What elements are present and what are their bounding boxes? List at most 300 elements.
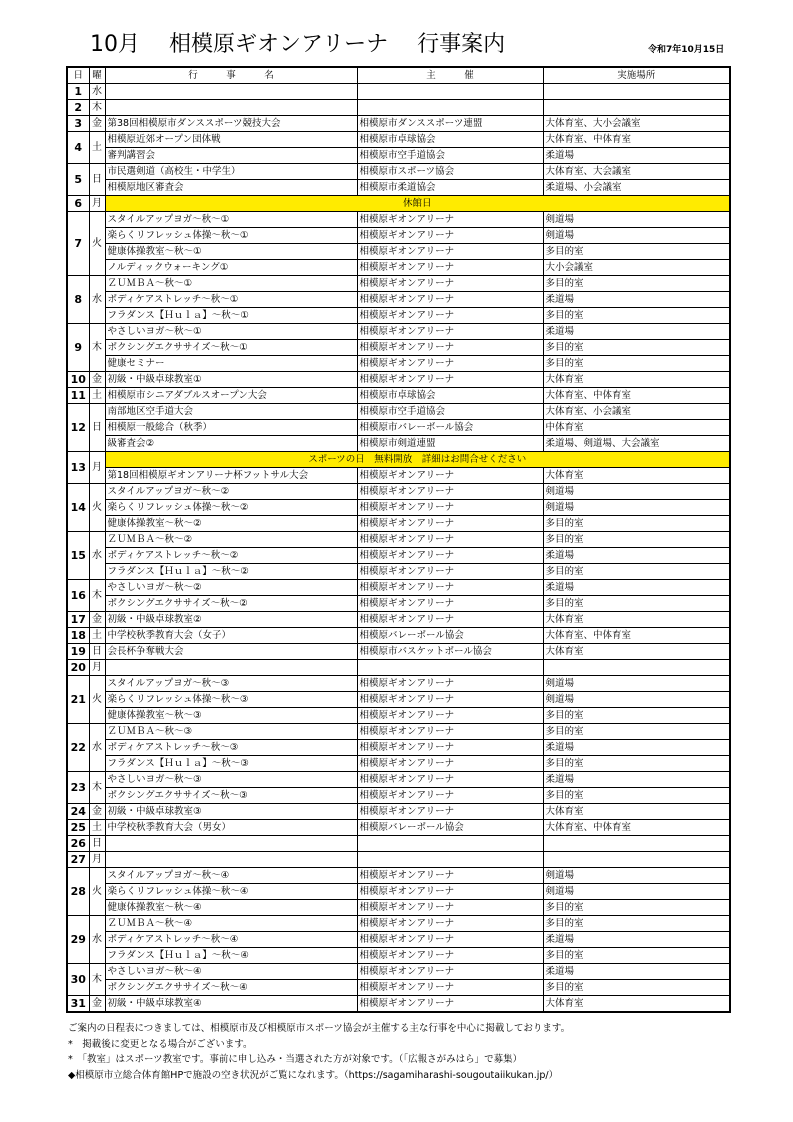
event-cell: 初級・中級卓球教室② <box>105 612 357 628</box>
venue-cell: 多目的室 <box>543 596 730 612</box>
weekday-cell: 日 <box>89 836 105 852</box>
table-row <box>67 740 730 756</box>
day-cell: 1 <box>67 84 89 100</box>
day-cell: 11 <box>67 388 89 404</box>
table-row <box>67 804 730 820</box>
event-cell: やさしいヨガ～秋～② <box>105 580 357 596</box>
venue-cell: 多目的室 <box>543 244 730 260</box>
organizer-cell: 相模原市柔道協会 <box>357 180 543 196</box>
table-row <box>67 980 730 996</box>
day-cell: 27 <box>67 852 89 868</box>
weekday-cell: 水 <box>89 84 105 100</box>
table-row <box>67 692 730 708</box>
event-cell: ボクシングエクササイズ～秋～① <box>105 340 357 356</box>
organizer-cell <box>357 84 543 100</box>
table-row <box>67 100 730 116</box>
venue-cell: 多目的室 <box>543 516 730 532</box>
schedule-table <box>66 66 731 1013</box>
organizer-cell <box>357 100 543 116</box>
table-row <box>67 276 730 292</box>
organizer-cell: 相模原ギオンアリーナ <box>357 292 543 308</box>
weekday-cell: 金 <box>89 804 105 820</box>
venue-cell: 大体育室、中体育室 <box>543 820 730 836</box>
venue-cell: 大体育室 <box>543 644 730 660</box>
organizer-cell: 相模原市バレーボール協会 <box>357 420 543 436</box>
organizer-cell: 相模原ギオンアリーナ <box>357 596 543 612</box>
venue-cell: 柔道場、小会議室 <box>543 180 730 196</box>
organizer-cell: 相模原市空手道協会 <box>357 148 543 164</box>
day-cell: 2 <box>67 100 89 116</box>
organizer-cell: 相模原バレーボール協会 <box>357 820 543 836</box>
day-cell: 20 <box>67 660 89 676</box>
organizer-cell: 相模原ギオンアリーナ <box>357 804 543 820</box>
organizer-cell: 相模原ギオンアリーナ <box>357 548 543 564</box>
day-cell: 17 <box>67 612 89 628</box>
organizer-cell: 相模原ギオンアリーナ <box>357 260 543 276</box>
event-cell: 第18回相模原ギオンアリーナ杯フットサル大会 <box>105 468 357 484</box>
event-cell: ボクシングエクササイズ～秋～④ <box>105 980 357 996</box>
venue-cell <box>543 852 730 868</box>
organizer-cell: 相模原ギオンアリーナ <box>357 676 543 692</box>
event-cell: 相模原市シニアダブルスオープン大会 <box>105 388 357 404</box>
table-row <box>67 548 730 564</box>
event-cell <box>105 852 357 868</box>
table-row <box>67 580 730 596</box>
table-row <box>67 340 730 356</box>
table-row <box>67 372 730 388</box>
event-cell: 相模原地区審査会 <box>105 180 357 196</box>
venue-cell: 多目的室 <box>543 980 730 996</box>
day-cell: 4 <box>67 132 89 164</box>
organizer-cell: 相模原ギオンアリーナ <box>357 580 543 596</box>
event-cell: 健康セミナー <box>105 356 357 372</box>
venue-cell: 多目的室 <box>543 724 730 740</box>
organizer-cell: 相模原ギオンアリーナ <box>357 884 543 900</box>
weekday-cell: 金 <box>89 116 105 132</box>
table-row <box>67 836 730 852</box>
title-month: 10月 <box>90 32 140 57</box>
event-cell <box>105 660 357 676</box>
weekday-cell: 木 <box>89 324 105 372</box>
table-row <box>67 420 730 436</box>
notice-cell: スポーツの日 無料開放 詳細はお問合せください <box>105 452 730 468</box>
weekday-cell: 日 <box>89 164 105 196</box>
event-cell: やさしいヨガ～秋～③ <box>105 772 357 788</box>
weekday-cell: 水 <box>89 276 105 324</box>
table-row <box>67 868 730 884</box>
venue-cell: 剣道場 <box>543 884 730 900</box>
venue-cell: 多目的室 <box>543 708 730 724</box>
venue-cell <box>543 100 730 116</box>
event-cell: スタイルアップヨガ～秋～④ <box>105 868 357 884</box>
venue-cell: 柔道場 <box>543 740 730 756</box>
day-cell: 9 <box>67 324 89 372</box>
weekday-cell: 木 <box>89 772 105 804</box>
note-line: * 掲載後に変更となる場合がございます。 <box>68 1038 253 1050</box>
table-row <box>67 404 730 420</box>
organizer-cell: 相模原ギオンアリーナ <box>357 900 543 916</box>
weekday-cell: 火 <box>89 868 105 916</box>
organizer-cell: 相模原ギオンアリーナ <box>357 308 543 324</box>
table-row <box>67 164 730 180</box>
event-cell: ボディケアストレッチ～秋～③ <box>105 740 357 756</box>
table-row <box>67 820 730 836</box>
event-cell: ボディケアストレッチ～秋～② <box>105 548 357 564</box>
organizer-cell: 相模原ギオンアリーナ <box>357 612 543 628</box>
venue-cell: 柔道場 <box>543 324 730 340</box>
day-cell: 26 <box>67 836 89 852</box>
table-row <box>67 676 730 692</box>
weekday-cell: 水 <box>89 532 105 580</box>
table-row <box>67 708 730 724</box>
weekday-cell: 金 <box>89 372 105 388</box>
weekday-cell: 金 <box>89 612 105 628</box>
organizer-cell: 相模原ギオンアリーナ <box>357 212 543 228</box>
day-cell: 12 <box>67 404 89 452</box>
event-cell: フラダンス【Ｈｕｌａ】～秋～④ <box>105 948 357 964</box>
venue-cell: 大小会議室 <box>543 260 730 276</box>
organizer-cell: 相模原ギオンアリーナ <box>357 996 543 1013</box>
venue-cell: 大体育室 <box>543 468 730 484</box>
event-cell: 初級・中級卓球教室③ <box>105 804 357 820</box>
event-cell: 相模原近郊オープン団体戦 <box>105 132 357 148</box>
event-cell: 初級・中級卓球教室④ <box>105 996 357 1013</box>
organizer-cell: 相模原ギオンアリーナ <box>357 740 543 756</box>
table-row <box>67 884 730 900</box>
event-cell: 楽らくリフレッシュ体操～秋～④ <box>105 884 357 900</box>
title-label: 行事案内 <box>417 32 506 57</box>
venue-cell: 多目的室 <box>543 900 730 916</box>
table-row <box>67 484 730 500</box>
table-row <box>67 228 730 244</box>
venue-cell: 多目的室 <box>543 756 730 772</box>
venue-cell: 剣道場 <box>543 212 730 228</box>
table-row <box>67 148 730 164</box>
table-row <box>67 644 730 660</box>
day-cell: 10 <box>67 372 89 388</box>
organizer-cell: 相模原ギオンアリーナ <box>357 356 543 372</box>
event-cell <box>105 836 357 852</box>
weekday-cell: 水 <box>89 916 105 964</box>
table-row <box>67 596 730 612</box>
organizer-cell: 相模原ギオンアリーナ <box>357 964 543 980</box>
table-row <box>67 660 730 676</box>
note-line: ご案内の日程表につきましては、相模原市及び相模原市スポーツ協会が主催する主な行事を中心に掲載しております。 <box>68 1023 571 1034</box>
organizer-cell: 相模原ギオンアリーナ <box>357 516 543 532</box>
day-cell: 3 <box>67 116 89 132</box>
header-day: 日 <box>67 67 89 84</box>
schedule-body <box>67 84 730 1013</box>
page-title <box>90 30 527 60</box>
venue-cell: 柔道場 <box>543 964 730 980</box>
note-line: ◆相模原市立総合体育館HPで施設の空き状況がご覧になれます。（https://sagamiharashi-sougoutaiikukan.jp/） <box>68 1069 559 1081</box>
table-row <box>67 772 730 788</box>
table-row <box>67 292 730 308</box>
organizer-cell: 相模原ギオンアリーナ <box>357 948 543 964</box>
venue-cell: 中体育室 <box>543 420 730 436</box>
day-cell: 16 <box>67 580 89 612</box>
table-row <box>67 612 730 628</box>
event-cell: 楽らくリフレッシュ体操～秋～③ <box>105 692 357 708</box>
event-cell: スタイルアップヨガ～秋～③ <box>105 676 357 692</box>
table-row <box>67 388 730 404</box>
event-cell: 市民選剣道（高校生・中学生） <box>105 164 357 180</box>
organizer-cell: 相模原ギオンアリーナ <box>357 276 543 292</box>
venue-cell <box>543 836 730 852</box>
event-cell: 楽らくリフレッシュ体操～秋～② <box>105 500 357 516</box>
header-organizer: 主 催 <box>357 67 543 84</box>
table-row <box>67 180 730 196</box>
day-cell: 22 <box>67 724 89 772</box>
weekday-cell: 月 <box>89 852 105 868</box>
day-cell: 24 <box>67 804 89 820</box>
organizer-cell: 相模原市ダンススポーツ連盟 <box>357 116 543 132</box>
event-cell: 健康体操教室～秋～④ <box>105 900 357 916</box>
event-cell: フラダンス【Ｈｕｌａ】～秋～② <box>105 564 357 580</box>
venue-cell: 多目的室 <box>543 340 730 356</box>
organizer-cell: 相模原ギオンアリーナ <box>357 564 543 580</box>
table-row <box>67 948 730 964</box>
venue-cell: 大体育室 <box>543 612 730 628</box>
venue-cell: 多目的室 <box>543 308 730 324</box>
event-cell: 南部地区空手道大会 <box>105 404 357 420</box>
table-row <box>67 564 730 580</box>
organizer-cell: 相模原ギオンアリーナ <box>357 228 543 244</box>
venue-cell: 剣道場 <box>543 500 730 516</box>
title-venue: 相模原ギオンアリーナ <box>169 32 389 57</box>
venue-cell: 大体育室、中体育室 <box>543 132 730 148</box>
organizer-cell: 相模原ギオンアリーナ <box>357 980 543 996</box>
weekday-cell: 木 <box>89 964 105 996</box>
day-cell: 19 <box>67 644 89 660</box>
table-row <box>67 324 730 340</box>
venue-cell: 柔道場 <box>543 932 730 948</box>
day-cell: 15 <box>67 532 89 580</box>
weekday-cell: 火 <box>89 212 105 276</box>
notice-cell: 休館日 <box>105 196 730 212</box>
weekday-cell: 水 <box>89 724 105 772</box>
event-cell: 楽らくリフレッシュ体操～秋～① <box>105 228 357 244</box>
day-cell: 6 <box>67 196 89 212</box>
event-cell: スタイルアップヨガ～秋～② <box>105 484 357 500</box>
table-row <box>67 116 730 132</box>
organizer-cell: 相模原ギオンアリーナ <box>357 324 543 340</box>
organizer-cell <box>357 660 543 676</box>
weekday-cell: 日 <box>89 644 105 660</box>
event-cell: 健康体操教室～秋～② <box>105 516 357 532</box>
organizer-cell: 相模原ギオンアリーナ <box>357 692 543 708</box>
event-cell: フラダンス【Ｈｕｌａ】～秋～③ <box>105 756 357 772</box>
note-line: * 「教室」はスポーツ教室です。事前に申し込み・当選された方が対象です。（「広報さがみはら」で募集） <box>68 1054 523 1065</box>
weekday-cell: 木 <box>89 580 105 612</box>
organizer-cell: 相模原ギオンアリーナ <box>357 868 543 884</box>
day-cell: 30 <box>67 964 89 996</box>
table-row <box>67 356 730 372</box>
table-row <box>67 436 730 452</box>
day-cell: 31 <box>67 996 89 1013</box>
venue-cell: 大体育室 <box>543 996 730 1013</box>
organizer-cell: 相模原ギオンアリーナ <box>357 772 543 788</box>
organizer-cell: 相模原ギオンアリーナ <box>357 468 543 484</box>
event-cell: ノルディックウォーキング① <box>105 260 357 276</box>
venue-cell: 剣道場 <box>543 484 730 500</box>
event-cell: 会長杯争奪戦大会 <box>105 644 357 660</box>
venue-cell: 多目的室 <box>543 788 730 804</box>
event-cell: 健康体操教室～秋～③ <box>105 708 357 724</box>
table-row <box>67 132 730 148</box>
header-weekday: 曜 <box>89 67 105 84</box>
organizer-cell <box>357 836 543 852</box>
weekday-cell: 月 <box>89 660 105 676</box>
organizer-cell: 相模原ギオンアリーナ <box>357 372 543 388</box>
venue-cell <box>543 660 730 676</box>
event-cell <box>105 100 357 116</box>
venue-cell: 多目的室 <box>543 532 730 548</box>
day-cell: 23 <box>67 772 89 804</box>
weekday-cell: 土 <box>89 820 105 836</box>
table-row <box>67 932 730 948</box>
event-cell: 級審査会② <box>105 436 357 452</box>
event-cell: ボクシングエクササイズ～秋～② <box>105 596 357 612</box>
table-row <box>67 852 730 868</box>
venue-cell: 柔道場、剣道場、大会議室 <box>543 436 730 452</box>
organizer-cell: 相模原ギオンアリーナ <box>357 788 543 804</box>
venue-cell: 柔道場 <box>543 148 730 164</box>
organizer-cell: 相模原ギオンアリーナ <box>357 500 543 516</box>
venue-cell: 剣道場 <box>543 228 730 244</box>
table-row <box>67 964 730 980</box>
event-cell: フラダンス【Ｈｕｌａ】～秋～① <box>105 308 357 324</box>
organizer-cell: 相模原バレーボール協会 <box>357 628 543 644</box>
table-row <box>67 244 730 260</box>
weekday-cell: 月 <box>89 196 105 212</box>
event-cell: 審判講習会 <box>105 148 357 164</box>
event-cell: ＺＵＭＢＡ～秋～② <box>105 532 357 548</box>
weekday-cell: 月 <box>89 452 105 484</box>
venue-cell <box>543 84 730 100</box>
venue-cell: 大体育室、中体育室 <box>543 388 730 404</box>
venue-cell: 多目的室 <box>543 276 730 292</box>
event-cell: ＺＵＭＢＡ～秋～④ <box>105 916 357 932</box>
venue-cell: 柔道場 <box>543 548 730 564</box>
event-cell: ボクシングエクササイズ～秋～③ <box>105 788 357 804</box>
day-cell: 5 <box>67 164 89 196</box>
venue-cell: 多目的室 <box>543 356 730 372</box>
table-row <box>67 468 730 484</box>
weekday-cell: 火 <box>89 676 105 724</box>
organizer-cell: 相模原ギオンアリーナ <box>357 756 543 772</box>
venue-cell: 柔道場 <box>543 772 730 788</box>
venue-cell: 多目的室 <box>543 564 730 580</box>
weekday-cell: 日 <box>89 404 105 452</box>
event-cell: 相模原一般総合（秋季） <box>105 420 357 436</box>
weekday-cell: 火 <box>89 484 105 532</box>
table-row <box>67 84 730 100</box>
day-cell: 13 <box>67 452 89 484</box>
organizer-cell: 相模原市卓球協会 <box>357 388 543 404</box>
event-cell: スタイルアップヨガ～秋～① <box>105 212 357 228</box>
organizer-cell: 相模原ギオンアリーナ <box>357 932 543 948</box>
event-cell: ボディケアストレッチ～秋～① <box>105 292 357 308</box>
venue-cell: 大体育室、大小会議室 <box>543 116 730 132</box>
day-cell: 18 <box>67 628 89 644</box>
organizer-cell: 相模原市バスケットボール協会 <box>357 644 543 660</box>
venue-cell: 多目的室 <box>543 916 730 932</box>
event-cell: やさしいヨガ～秋～④ <box>105 964 357 980</box>
day-cell: 25 <box>67 820 89 836</box>
organizer-cell: 相模原市卓球協会 <box>357 132 543 148</box>
weekday-cell: 金 <box>89 996 105 1013</box>
venue-cell: 大体育室、大会議室 <box>543 164 730 180</box>
event-cell: 中学校秋季教育大会（女子） <box>105 628 357 644</box>
table-row <box>67 996 730 1013</box>
venue-cell: 大体育室、中体育室 <box>543 628 730 644</box>
day-cell: 7 <box>67 212 89 276</box>
venue-cell: 剣道場 <box>543 692 730 708</box>
table-row <box>67 788 730 804</box>
table-row <box>67 756 730 772</box>
weekday-cell: 土 <box>89 628 105 644</box>
event-cell: やさしいヨガ～秋～① <box>105 324 357 340</box>
organizer-cell: 相模原ギオンアリーナ <box>357 340 543 356</box>
header-event: 行 事 名 <box>105 67 357 84</box>
organizer-cell: 相模原市剣道連盟 <box>357 436 543 452</box>
day-cell: 21 <box>67 676 89 724</box>
venue-cell: 大体育室、小会議室 <box>543 404 730 420</box>
table-row <box>67 196 730 212</box>
organizer-cell: 相模原ギオンアリーナ <box>357 484 543 500</box>
event-cell: ボディケアストレッチ～秋～④ <box>105 932 357 948</box>
day-cell: 28 <box>67 868 89 916</box>
table-row <box>67 500 730 516</box>
weekday-cell: 土 <box>89 132 105 164</box>
venue-cell: 剣道場 <box>543 676 730 692</box>
organizer-cell: 相模原市空手道協会 <box>357 404 543 420</box>
header-venue: 実施場所 <box>543 67 730 84</box>
table-row <box>67 260 730 276</box>
day-cell: 8 <box>67 276 89 324</box>
table-row <box>67 724 730 740</box>
organizer-cell: 相模原ギオンアリーナ <box>357 708 543 724</box>
day-cell: 14 <box>67 484 89 532</box>
event-cell: 初級・中級卓球教室① <box>105 372 357 388</box>
table-header-row <box>67 67 730 84</box>
organizer-cell: 相模原ギオンアリーナ <box>357 724 543 740</box>
venue-cell: 大体育室 <box>543 804 730 820</box>
table-row <box>67 516 730 532</box>
event-cell: 中学校秋季教育大会（男女） <box>105 820 357 836</box>
organizer-cell: 相模原ギオンアリーナ <box>357 532 543 548</box>
organizer-cell: 相模原ギオンアリーナ <box>357 244 543 260</box>
venue-cell: 柔道場 <box>543 580 730 596</box>
notes <box>68 1021 768 1083</box>
table-row <box>67 628 730 644</box>
event-cell <box>105 84 357 100</box>
table-row <box>67 916 730 932</box>
venue-cell: 多目的室 <box>543 948 730 964</box>
table-row <box>67 212 730 228</box>
event-cell: ＺＵＭＢＡ～秋～③ <box>105 724 357 740</box>
publish-date: 令和7年10月15日 <box>648 45 725 55</box>
organizer-cell <box>357 852 543 868</box>
event-cell: 第38回相模原市ダンススポーツ競技大会 <box>105 116 357 132</box>
event-cell: 健康体操教室～秋～① <box>105 244 357 260</box>
event-cell: ＺＵＭＢＡ～秋～① <box>105 276 357 292</box>
table-row <box>67 452 730 468</box>
venue-cell: 剣道場 <box>543 868 730 884</box>
venue-cell: 大体育室 <box>543 372 730 388</box>
weekday-cell: 木 <box>89 100 105 116</box>
